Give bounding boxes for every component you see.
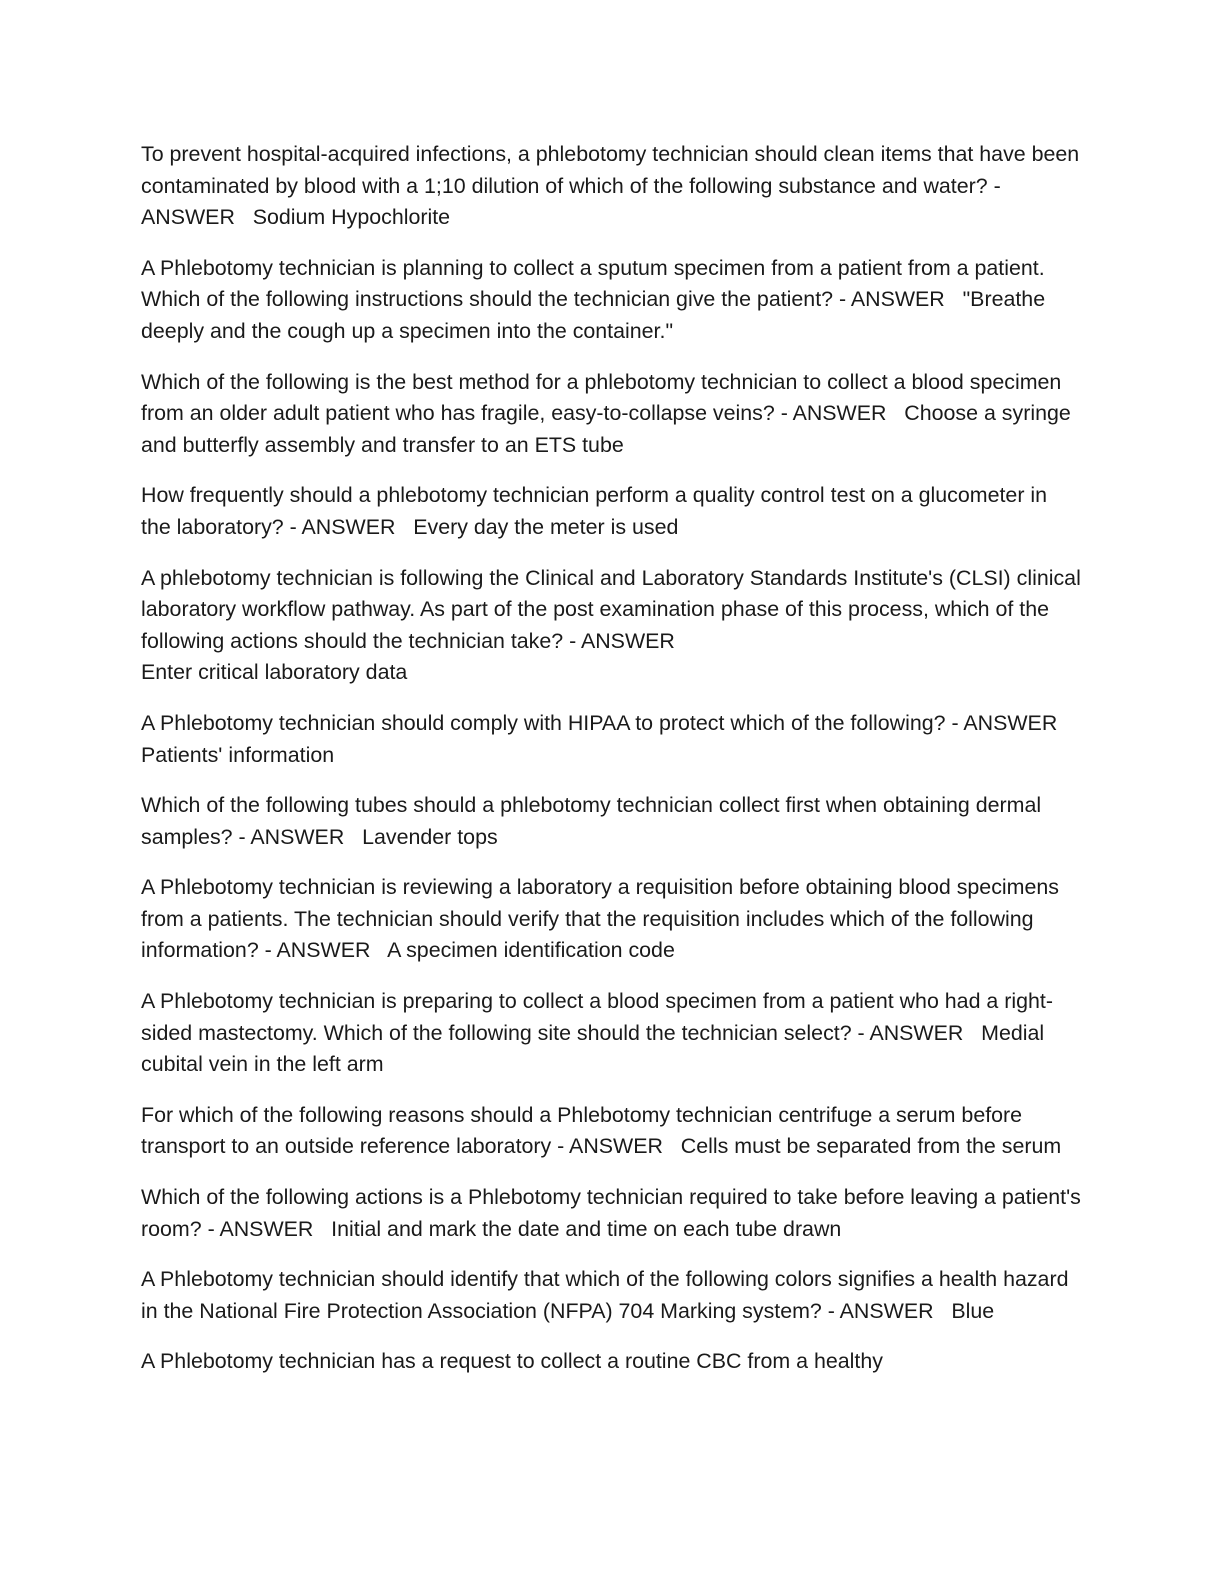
qa-entry: A Phlebotomy technician has a request to collect a routine CBC from a healthy [141,1349,883,1374]
qa-entry: Which of the following actions is a Phlebotomy technician required to take before leaving a patient's room? - ANSWER Initial and mark the date and time on each tube drawn [141,1185,1087,1241]
qa-entry: A Phlebotomy technician should identify that which of the following colors signifies a health hazard in the National Fire Protection Association (NFPA) 704 Marking system? - ANSWER Blue [141,1267,1075,1323]
qa-entry: Which of the following is the best method for a phlebotomy technician to collect a blood specimen from an older adult patient who has fragile, easy-to-collapse veins? - ANSWER Choose a syringe and butterfly assembly and transfer to an ETS tube [141,369,1077,457]
qa-entry: A phlebotomy technician is following the Clinical and Laboratory Standards Institute's (CLSI) clinical laboratory workflow pathway. As part of the post examination phase of this process, which of the following actions should the technician take? - ANSWER Enter critical laboratory data [141,565,1081,685]
qa-entry: Which of the following tubes should a phlebotomy technician collect first when obtaining dermal samples? - ANSWER Lavender tops [141,793,1048,849]
qa-entry: To prevent hospital-acquired infections, a phlebotomy technician should clean items that have been contaminated by blood with a 1;10 dilution of which of the following substance and water? - ANSWER Sodium Hypochlorite [141,142,1086,230]
qa-entry: A Phlebotomy technician should comply with HIPAA to protect which of the following? - ANSWER Patients' information [141,710,1076,767]
qa-entry: A Phlebotomy technician is preparing to collect a blood specimen from a patient who had a right-sided mastectomy. Which of the following site should the technician select? - ANSWER Medial cubital vein in the left arm [141,989,1053,1077]
qa-entry: How frequently should a phlebotomy technician perform a quality control test on a glucometer in the laboratory? - ANSWER Every day the meter is used [141,483,1053,539]
qa-entry: For which of the following reasons should a Phlebotomy technician centrifuge a serum before transport to an outside reference laboratory - ANSWER Cells must be separated from the serum [141,1102,1062,1159]
qa-list [141,139,1087,1397]
qa-entry: A Phlebotomy technician is reviewing a laboratory a requisition before obtaining blood specimens from a patients. The technician should verify that the requisition includes which of the following information? - ANSWER A specimen identification code [141,875,1065,963]
qa-entry: A Phlebotomy technician is planning to collect a sputum specimen from a patient from a patient. Which of the following instructions should the technician give the patient? - ANSWER "Breathe deeply and the cough up a specimen into the container." [141,255,1052,343]
